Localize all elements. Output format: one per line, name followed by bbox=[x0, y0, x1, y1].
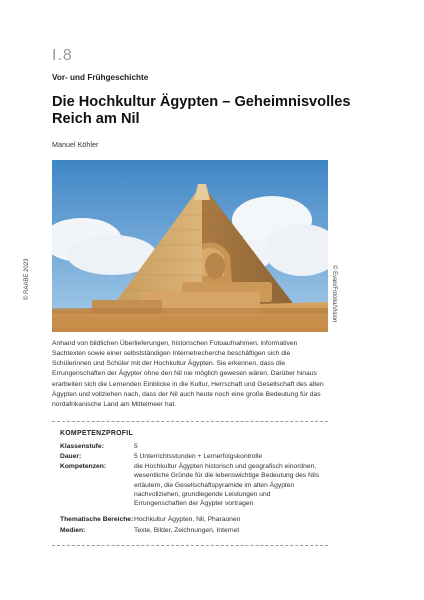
page-title: Die Hochkultur Ägypten – Geheimnisvolles Reich am Nil bbox=[52, 94, 351, 127]
profile-label: Kompetenzen: bbox=[60, 463, 107, 470]
profile-value: die Hochkultur Ägypten historisch und geografisch einordnen, wesentliche Gründe für die lebenswichtige Bedeutung des Nils erläutern, die Gesellschaftspyramide im alten Ägypten nachvollziehen, grundlegende Leistungen und Errungenschaften der Ägypter vortragen bbox=[134, 463, 320, 508]
pyramid-and-sphinx-photo bbox=[52, 160, 328, 332]
profile-label: Dauer: bbox=[60, 453, 82, 460]
bottom-divider bbox=[52, 545, 328, 546]
profile-label: Medien: bbox=[60, 527, 86, 534]
profile-label: Klassenstufe: bbox=[60, 443, 104, 450]
section-number: I.8 bbox=[52, 47, 73, 64]
profile-value: Hochkultur Ägypten, Nil, Pharaonen bbox=[134, 516, 241, 523]
profile-value: 5 bbox=[134, 443, 138, 450]
profile-heading: KOMPETENZPROFIL bbox=[60, 430, 134, 437]
intro-paragraph: Anhand von bildlichen Überlieferungen, historischen Fotoaufnahmen, informativen Sachtexten sowie einer selbstständigen Internetrecherche beschäftigen sich die Schülerinnen und Schüler mit der Hochkultur Ägypten. Sie erkennen, dass die Errungenschaften der Ägypter ohne den Nil nie möglich gewesen wären. Darüber hinaus erarbeiten sich die Lernenden Einblicke in die Kultur, Herrschaft und Gesellschaft des alten Ägypten und vollziehen nach, dass der Nil auch heute noch eine große Bedeutung für das nordafrikanische Land am Mittelmeer hat. bbox=[52, 340, 324, 408]
profile-value: 5 Unterrichtsstunden + Lernerfolgskontrolle bbox=[134, 453, 263, 460]
publisher-copyright: © RAABE 2023 bbox=[24, 258, 30, 300]
profile-value: Texte, Bilder, Zeichnungen, Internet bbox=[134, 527, 240, 534]
photo-credit: © Evan/Fotolia/Vision bbox=[331, 265, 337, 323]
category-label: Vor- und Frühgeschichte bbox=[52, 73, 149, 82]
top-divider bbox=[52, 421, 328, 422]
author-name: Manuel Köhler bbox=[52, 140, 99, 149]
profile-label: Thematische Bereiche: bbox=[60, 516, 134, 523]
